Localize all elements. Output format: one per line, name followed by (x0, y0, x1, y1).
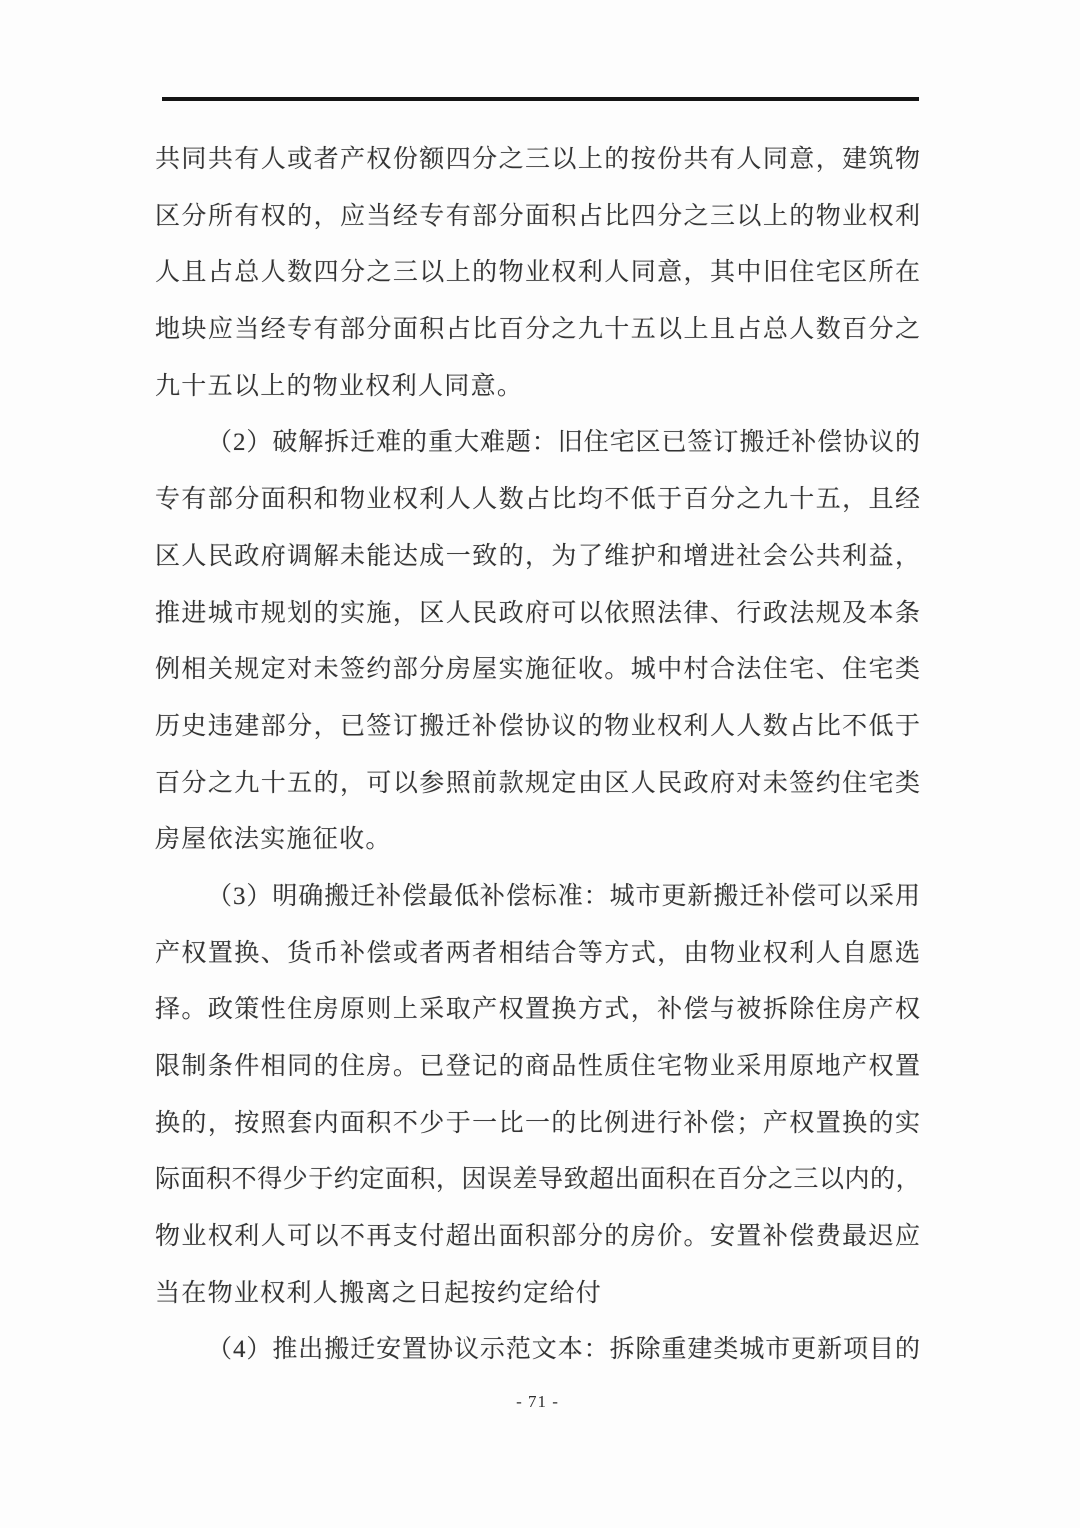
page-number: - 71 - (516, 1392, 559, 1411)
text-line: 区分所有权的，应当经专有部分面积占比四分之三以上的物业权利 (155, 202, 920, 230)
text-line: （2）破解拆迁难的重大难题：旧住宅区已签订搬迁补偿协议的 (207, 429, 920, 457)
text-line: 产权置换、货币补偿或者两者相结合等方式，由物业权利人自愿选 (155, 939, 920, 967)
text-line: 择。政策性住房原则上采取产权置换方式，补偿与被拆除住房产权 (155, 996, 920, 1024)
header-rule (162, 97, 919, 101)
text-line: 百分之九十五的，可以参照前款规定由区人民政府对未签约住宅类 (155, 769, 920, 797)
text-line: 物业权利人可以不再支付超出面积部分的房价。安置补偿费最迟应 (155, 1223, 920, 1251)
text-line: 专有部分面积和物业权利人人数占比均不低于百分之九十五，且经 (155, 486, 920, 514)
text-line: 际面积不得少于约定面积，因误差导致超出面积在百分之三以内的， (155, 1166, 920, 1194)
text-line: 换的，按照套内面积不少于一比一的比例进行补偿；产权置换的实 (155, 1109, 920, 1137)
text-line: 推进城市规划的实施，区人民政府可以依照法律、行政法规及本条 (155, 599, 920, 627)
text-line: （3）明确搬迁补偿最低补偿标准：城市更新搬迁补偿可以采用 (207, 882, 920, 910)
text-line: 人且占总人数四分之三以上的物业权利人同意，其中旧住宅区所在 (155, 259, 920, 287)
text-line: 当在物业权利人搬离之日起按约定给付 (155, 1279, 603, 1307)
text-line: 九十五以上的物业权利人同意。 (155, 372, 524, 400)
document-body (155, 132, 920, 1379)
text-line: 区人民政府调解未能达成一致的，为了维护和增进社会公共利益， (155, 542, 920, 570)
text-line: 限制条件相同的住房。已登记的商品性质住宅物业采用原地产权置 (155, 1053, 920, 1080)
text-line: 历史违建部分，已签订搬迁补偿协议的物业权利人人数占比不低于 (155, 712, 920, 740)
text-line: 例相关规定对未签约部分房屋实施征收。城中村合法住宅、住宅类 (155, 656, 920, 684)
text-line: 房屋依法实施征收。 (155, 826, 392, 854)
text-line: 地块应当经专有部分面积占比百分之九十五以上且占总人数百分之 (155, 316, 920, 344)
text-line: 共同共有人或者产权份额四分之三以上的按份共有人同意，建筑物 (155, 146, 920, 173)
text-line: （4）推出搬迁安置协议示范文本：拆除重建类城市更新项目的 (207, 1336, 920, 1364)
